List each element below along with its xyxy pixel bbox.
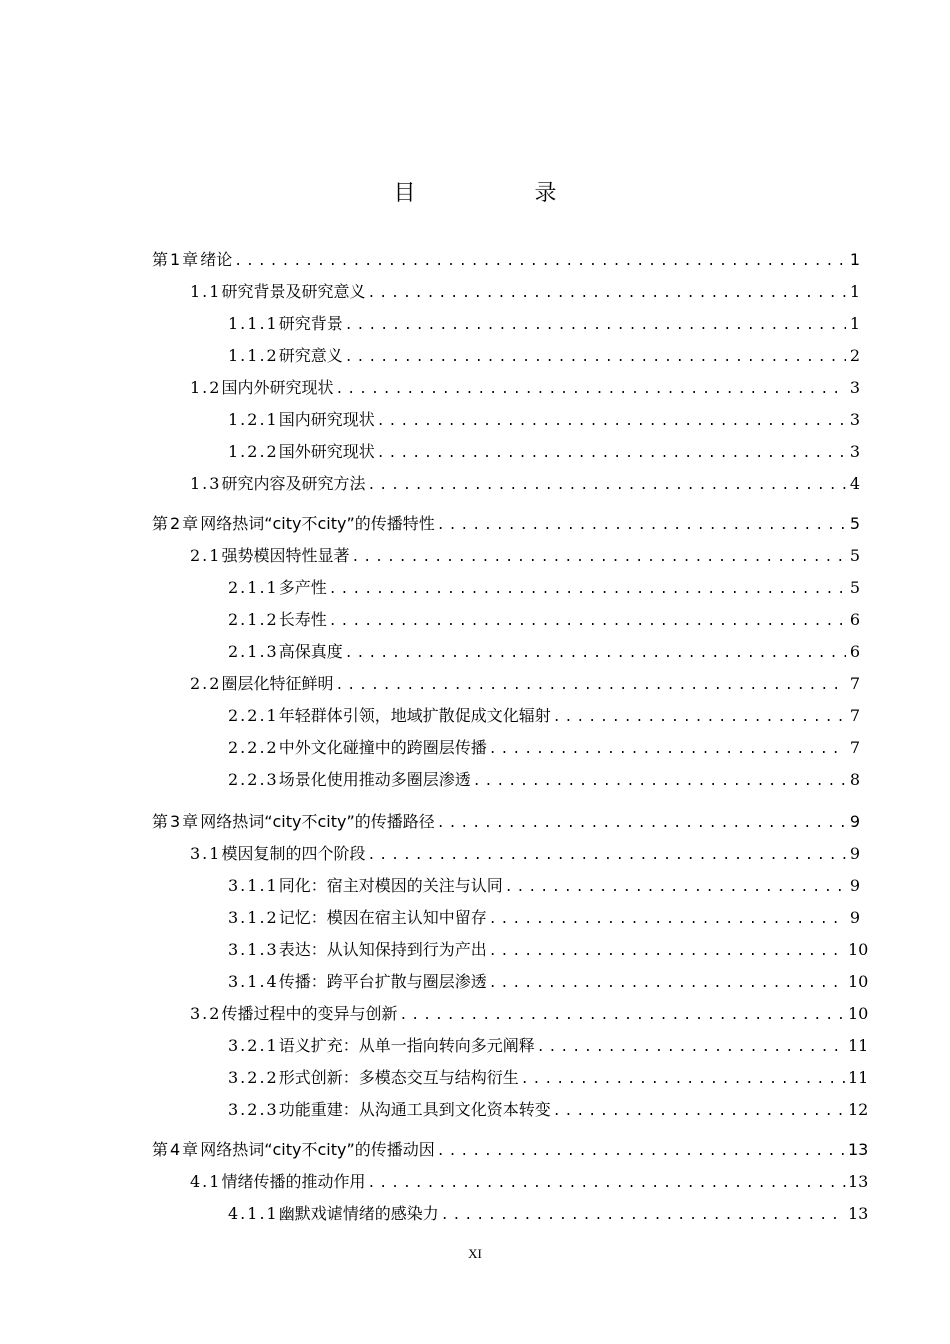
toc-section-entry (190, 1170, 869, 1194)
toc-entry-title: 研究背景 (278, 314, 343, 333)
toc-entry-title: 研究意义 (278, 346, 343, 365)
toc-entry-title: 研究内容及研究方法 (221, 474, 366, 493)
toc-entry-page: 10 (848, 1004, 869, 1023)
toc-entry-number: 1.2.2 (228, 442, 279, 461)
toc-dot-leader (473, 770, 846, 794)
toc-entry-title: 研究背景及研究意义 (221, 282, 366, 301)
toc-entry-page: 5 (849, 514, 860, 533)
toc-entry-number: 4.1.1 (228, 1204, 279, 1223)
toc-subsection-entry (228, 970, 869, 994)
toc-entry-title: 国外研究现状 (278, 442, 375, 461)
toc-subsection-entry (228, 408, 860, 432)
toc-entry-title: 圈层化特征鲜明 (221, 674, 334, 693)
toc-entry-page: 9 (849, 876, 860, 895)
toc-entry-number: 2.2.2 (228, 738, 279, 757)
toc-entry-number: 3.2.1 (228, 1036, 279, 1055)
toc-entry-number: 1.1.2 (228, 346, 279, 365)
toc-entry-title: 长寿性 (278, 610, 327, 629)
toc-section-entry (190, 672, 860, 696)
toc-subsection-entry (228, 312, 860, 336)
toc-dot-leader (437, 1140, 846, 1164)
toc-dot-leader (367, 282, 846, 306)
toc-entry-number: 第1章 (152, 250, 201, 269)
toc-dot-leader (489, 908, 846, 932)
toc-dot-leader (345, 346, 846, 370)
toc-entry-page: 5 (849, 578, 860, 597)
toc-entry-title: 记忆：模因在宿主认知中留存 (278, 908, 487, 927)
toc-entry-title: 高保真度 (278, 642, 343, 661)
toc-dot-leader (367, 1172, 846, 1196)
toc-entry-page: 3 (849, 442, 860, 461)
toc-subsection-entry (228, 608, 860, 632)
toc-entry-number: 3.2.3 (228, 1100, 279, 1119)
toc-entry-page: 7 (849, 674, 860, 693)
toc-entry-title: 绪论 (200, 250, 233, 269)
toc-entry-number: 3.1.3 (228, 940, 279, 959)
toc-entry-title: 中外文化碰撞中的跨圈层传播 (278, 738, 487, 757)
toc-entry-title: 场景化使用推动多圈层渗透 (278, 770, 471, 789)
toc-dot-leader (537, 1036, 846, 1060)
toc-entry-number: 2.1 (190, 546, 222, 565)
toc-dot-leader (437, 514, 846, 538)
toc-entry-number: 3.1.1 (228, 876, 279, 895)
toc-subsection-entry (228, 1202, 869, 1226)
toc-chapter-entry (152, 810, 860, 834)
toc-subsection-entry (228, 704, 860, 728)
toc-entry-title: 语义扩充：从单一指向转向多元阐释 (278, 1036, 535, 1055)
toc-entry-number: 3.1 (190, 844, 222, 863)
toc-entry-page: 7 (849, 738, 860, 757)
toc-subsection-entry (228, 440, 860, 464)
toc-entry-page: 1 (849, 314, 860, 333)
toc-entry-title: 国内研究现状 (278, 410, 375, 429)
toc-entry-title: 国内外研究现状 (221, 378, 334, 397)
toc-subsection-entry (228, 1066, 869, 1090)
toc-entry-title: 形式创新：多模态交互与结构衍生 (278, 1068, 519, 1087)
toc-entry-page: 11 (848, 1036, 869, 1055)
toc-entry-title: 同化：宿主对模因的关注与认同 (278, 876, 503, 895)
toc-entry-number: 2.2.1 (228, 706, 279, 725)
toc-entry-page: 8 (849, 770, 860, 789)
toc-entry-number: 1.3 (190, 474, 222, 493)
toc-entry-page: 13 (848, 1140, 869, 1159)
toc-dot-leader (521, 1068, 846, 1092)
toc-dot-leader (234, 250, 846, 274)
toc-entry-page: 6 (849, 610, 860, 629)
toc-entry-page: 5 (849, 546, 860, 565)
toc-dot-leader (345, 642, 846, 666)
toc-subsection-entry (228, 874, 860, 898)
toc-entry-title: 情绪传播的推动作用 (221, 1172, 366, 1191)
toc-subsection-entry (228, 344, 860, 368)
toc-entry-title: 幽默戏谑情绪的感染力 (278, 1204, 439, 1223)
toc-dot-leader (399, 1004, 846, 1028)
toc-dot-leader (351, 546, 846, 570)
toc-entry-number: 第2章 (152, 514, 201, 533)
toc-dot-leader (345, 314, 846, 338)
toc-section-entry (190, 544, 860, 568)
toc-entry-number: 1.2 (190, 378, 222, 397)
toc-chapter-entry (152, 512, 860, 536)
toc-entry-title: 功能重建：从沟通工具到文化资本转变 (278, 1100, 551, 1119)
toc-entry-page: 9 (849, 812, 860, 831)
toc-section-entry (190, 472, 860, 496)
toc-section-entry (190, 280, 860, 304)
toc-subsection-entry (228, 640, 860, 664)
toc-chapter-entry (152, 248, 860, 272)
toc-entry-number: 第3章 (152, 812, 201, 831)
toc-entry-title: 多产性 (278, 578, 327, 597)
toc-dot-leader (377, 410, 846, 434)
toc-entry-number: 3.2.2 (228, 1068, 279, 1087)
toc-dot-leader (367, 474, 846, 498)
toc-entry-page: 10 (848, 940, 869, 959)
toc-entry-title: 强势模因特性显著 (221, 546, 350, 565)
toc-entry-page: 3 (849, 378, 860, 397)
toc-entry-page: 1 (849, 250, 860, 269)
toc-entry-page: 10 (848, 972, 869, 991)
toc-entry-number: 2.1.2 (228, 610, 279, 629)
toc-entry-number: 1.1.1 (228, 314, 279, 333)
toc-entry-page: 9 (849, 844, 860, 863)
toc-entry-number: 3.2 (190, 1004, 222, 1023)
toc-dot-leader (377, 442, 846, 466)
toc-subsection-entry (228, 1098, 869, 1122)
toc-entry-title: 传播：跨平台扩散与圈层渗透 (278, 972, 487, 991)
toc-dot-leader (505, 876, 846, 900)
toc-entry-title: 年轻群体引领，地域扩散促成文化辐射 (278, 706, 551, 725)
toc-entry-page: 1 (849, 282, 860, 301)
toc-entry-title: 模因复制的四个阶段 (221, 844, 366, 863)
toc-section-entry (190, 842, 860, 866)
toc-entry-title: 网络热词“city不city”的传播动因 (200, 1140, 435, 1159)
toc-dot-leader (329, 610, 846, 634)
toc-dot-leader (329, 578, 846, 602)
toc-dot-leader (489, 972, 846, 996)
toc-entry-page: 13 (848, 1204, 869, 1223)
toc-dot-leader (437, 812, 846, 836)
toc-entry-number: 2.2.3 (228, 770, 279, 789)
toc-entry-page: 2 (849, 346, 860, 365)
toc-entry-page: 11 (848, 1068, 869, 1087)
toc-section-entry (190, 1002, 869, 1026)
page-title: 目 录 (393, 181, 613, 206)
toc-entry-page: 9 (849, 908, 860, 927)
toc-entry-page: 13 (848, 1172, 869, 1191)
toc-entry-page: 6 (849, 642, 860, 661)
toc-entry-number: 2.1.1 (228, 578, 279, 597)
page-number-footer: XI (468, 1246, 482, 1261)
toc-dot-leader (489, 738, 846, 762)
toc-entry-title: 传播过程中的变异与创新 (221, 1004, 398, 1023)
toc-section-entry (190, 376, 860, 400)
toc-dot-leader (553, 1100, 846, 1124)
toc-entry-number: 2.1.3 (228, 642, 279, 661)
toc-subsection-entry (228, 1034, 869, 1058)
toc-entry-number: 1.1 (190, 282, 222, 301)
toc-subsection-entry (228, 576, 860, 600)
toc-entry-page: 7 (849, 706, 860, 725)
toc-entry-number: 4.1 (190, 1172, 222, 1191)
toc-dot-leader (367, 844, 846, 868)
toc-entry-number: 第4章 (152, 1140, 201, 1159)
toc-dot-leader (489, 940, 846, 964)
toc-entry-page: 4 (849, 474, 860, 493)
toc-entry-title: 网络热词“city不city”的传播特性 (200, 514, 435, 533)
toc-entry-number: 3.1.4 (228, 972, 279, 991)
toc-subsection-entry (228, 736, 860, 760)
toc-dot-leader (335, 674, 846, 698)
toc-dot-leader (335, 378, 846, 402)
toc-entry-page: 3 (849, 410, 860, 429)
toc-dot-leader (441, 1204, 846, 1228)
toc-entry-number: 1.2.1 (228, 410, 279, 429)
toc-entry-title: 网络热词“city不city”的传播路径 (200, 812, 435, 831)
toc-subsection-entry (228, 768, 860, 792)
toc-subsection-entry (228, 938, 869, 962)
toc-entry-title: 表达：从认知保持到行为产出 (278, 940, 487, 959)
toc-subsection-entry (228, 906, 860, 930)
toc-entry-page: 12 (848, 1100, 869, 1119)
toc-chapter-entry (152, 1138, 869, 1162)
toc-entry-number: 3.1.2 (228, 908, 279, 927)
toc-entry-number: 2.2 (190, 674, 222, 693)
toc-dot-leader (553, 706, 846, 730)
